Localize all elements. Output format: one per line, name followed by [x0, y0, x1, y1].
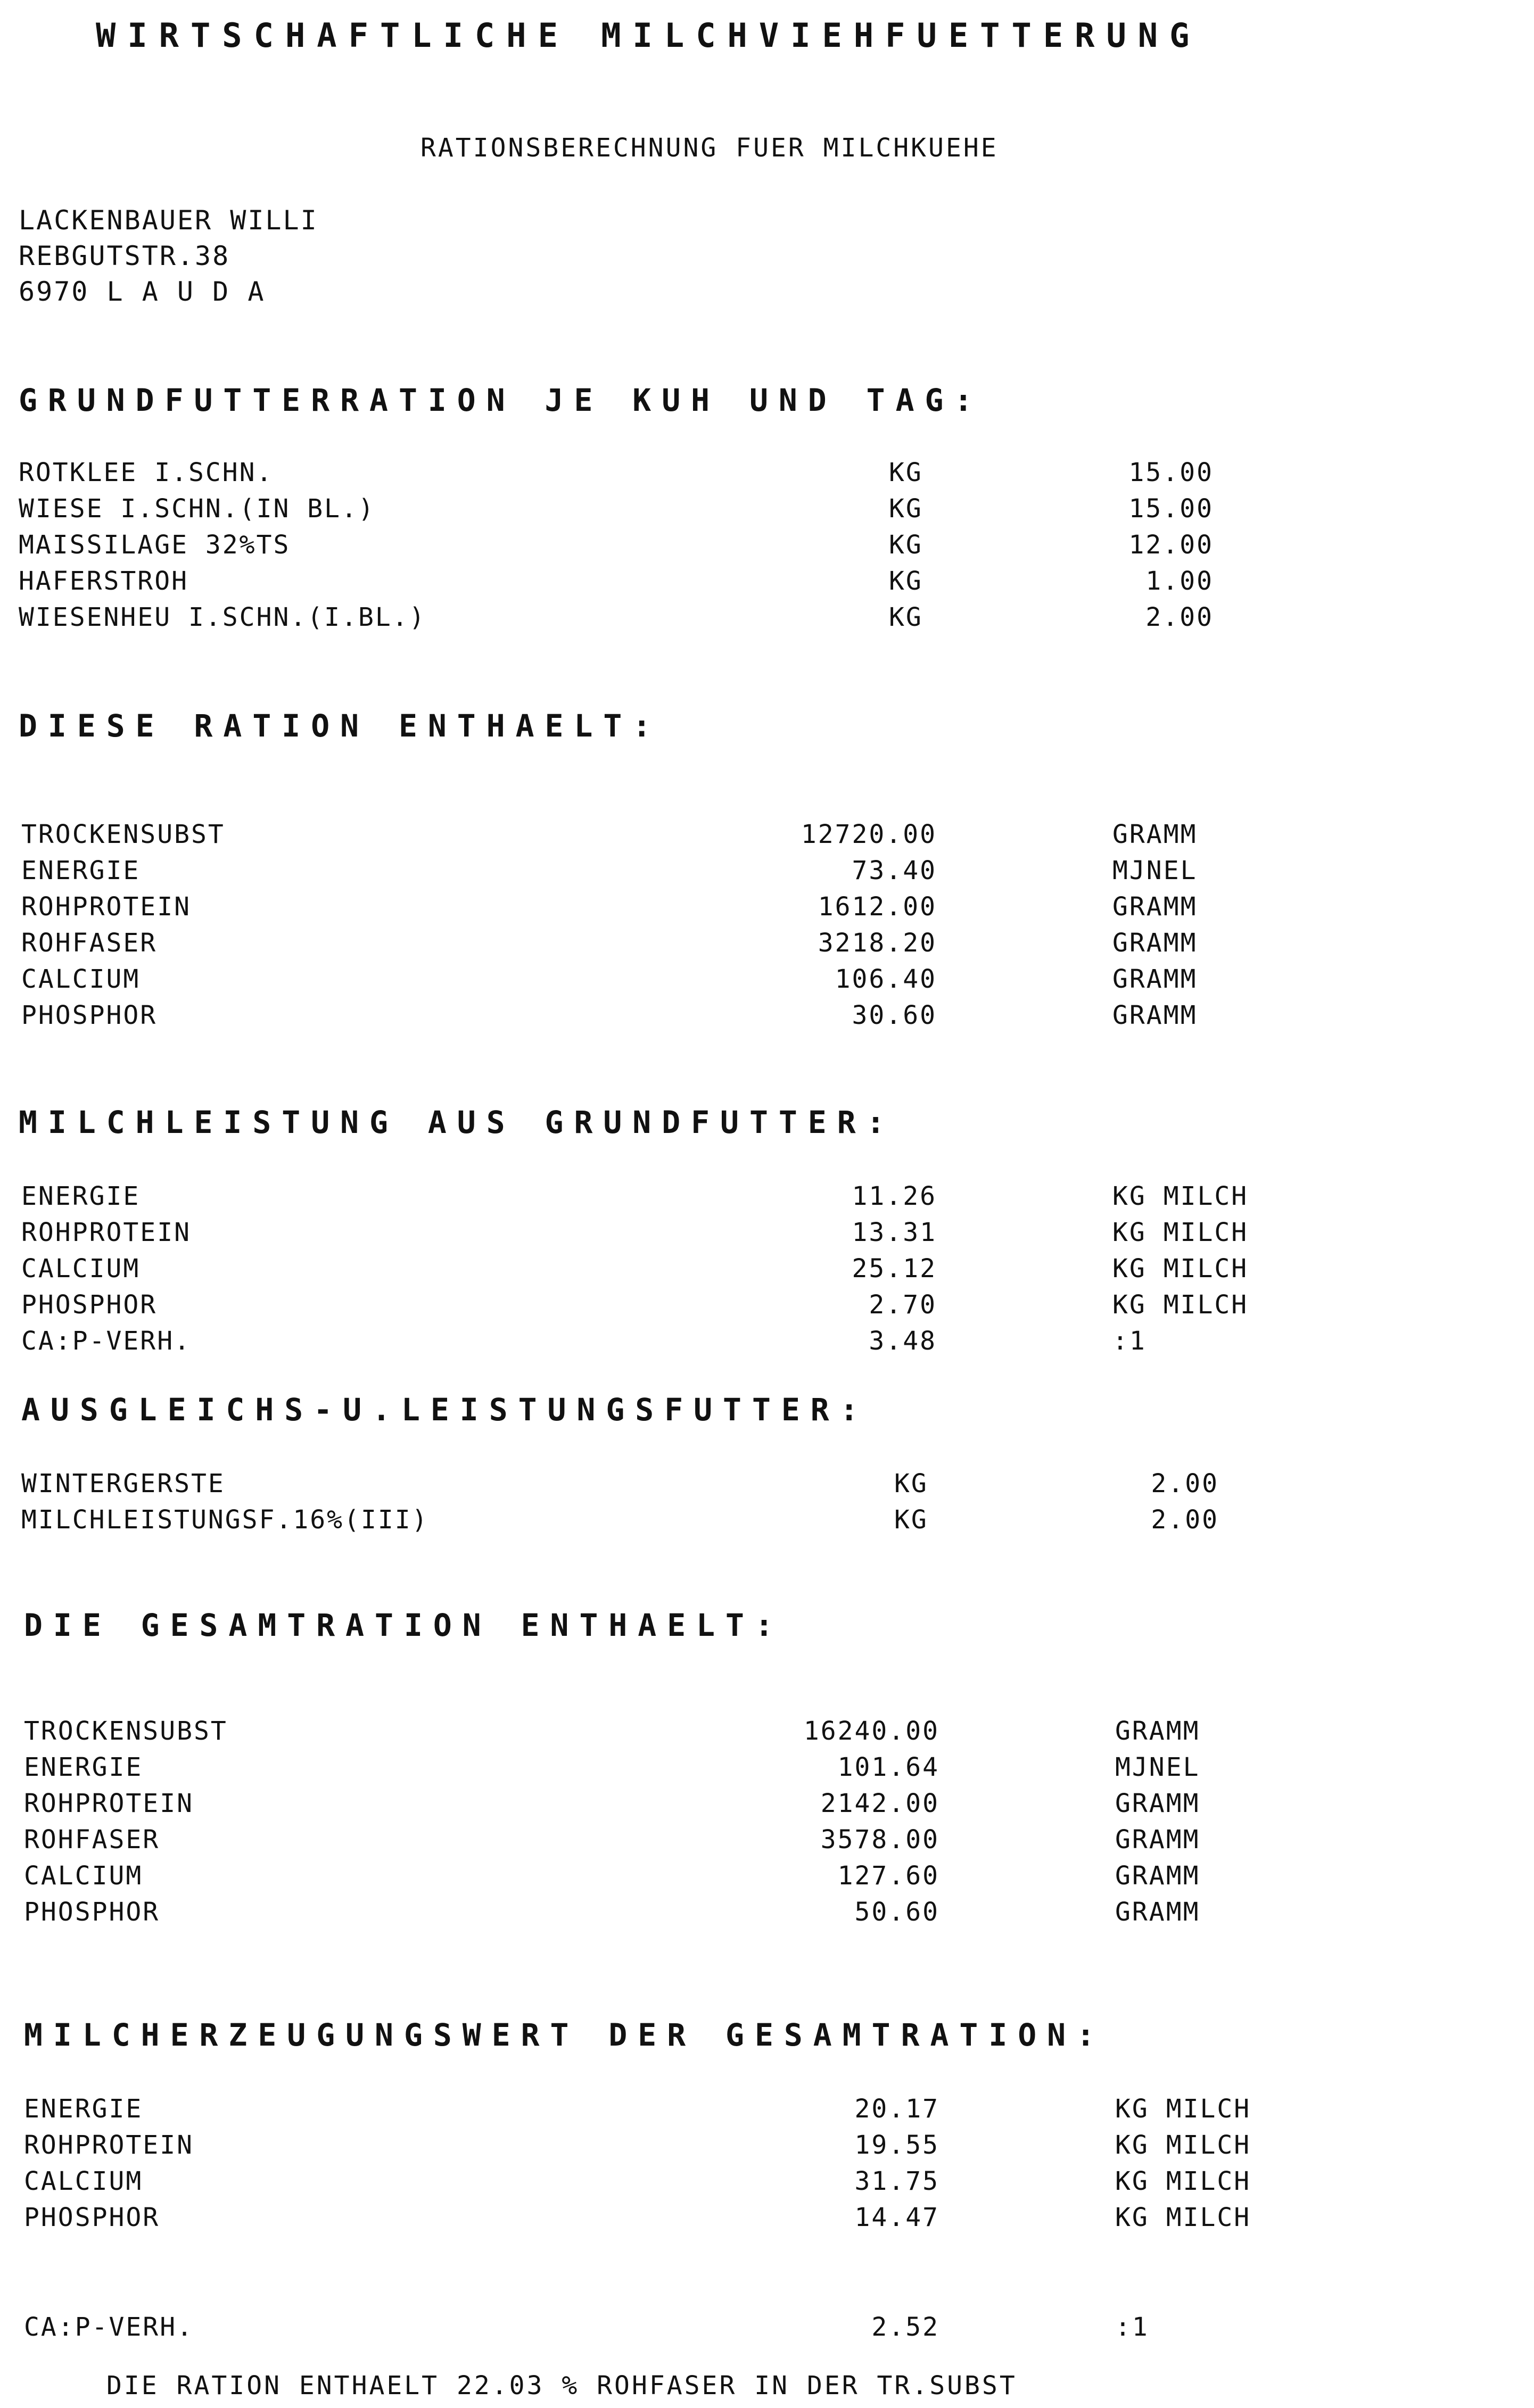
row-value: 15.00 — [1128, 458, 1214, 487]
row-label: ROHFASER — [24, 1825, 160, 1855]
row-label: WIESE I.SCHN.(IN BL.) — [19, 494, 375, 524]
row-label: ENERGIE — [21, 856, 141, 886]
address-name: LACKENBAUER WILLI — [19, 205, 318, 236]
row-label: ROHPROTEIN — [24, 2130, 194, 2160]
row-value: 2.00 — [1151, 1505, 1219, 1535]
row-label: CALCIUM — [21, 964, 141, 994]
row-unit: KG — [889, 458, 923, 487]
row-value: 20.17 — [854, 2094, 939, 2124]
row-unit: GRAMM — [1115, 1897, 1200, 1927]
row-unit: GRAMM — [1112, 892, 1198, 922]
row-value: 73.40 — [852, 856, 937, 886]
row-unit: GRAMM — [1115, 1861, 1200, 1891]
row-value: 3.48 — [869, 1326, 937, 1356]
row-label: CALCIUM — [24, 1861, 143, 1891]
row-unit: :1 — [1112, 1326, 1147, 1356]
section-heading-ration-enthaelt: DIESE RATION ENTHAELT: — [19, 708, 662, 744]
row-label: CA:P-VERH. — [21, 1326, 191, 1356]
row-unit: KG — [894, 1505, 928, 1535]
section-heading-milchleistung: MILCHLEISTUNG AUS GRUNDFUTTER: — [19, 1104, 896, 1140]
row-value: 12.00 — [1128, 530, 1214, 560]
row-unit: KG MILCH — [1112, 1290, 1249, 1320]
row-unit: KG MILCH — [1112, 1218, 1249, 1247]
row-label: CALCIUM — [21, 1254, 141, 1284]
row-label: CA:P-VERH. — [24, 2312, 194, 2342]
row-unit: MJNEL — [1115, 1752, 1200, 1782]
row-value: 101.64 — [837, 1752, 939, 1782]
row-unit: KG MILCH — [1112, 1254, 1249, 1284]
footer-note: DIE RATION ENTHAELT 22.03 % ROHFASER IN DER TR.SUBST — [106, 2371, 1017, 2401]
row-label: ROTKLEE I.SCHN. — [19, 458, 274, 487]
row-unit: GRAMM — [1112, 964, 1198, 994]
row-label: WIESENHEU I.SCHN.(I.BL.) — [19, 602, 426, 632]
address-street: REBGUTSTR.38 — [19, 241, 230, 271]
address-city: 6970 L A U D A — [19, 276, 266, 307]
row-value: 30.60 — [852, 1000, 937, 1030]
row-value: 2.70 — [869, 1290, 937, 1320]
row-value: 16240.00 — [803, 1716, 939, 1746]
row-value: 50.60 — [854, 1897, 939, 1927]
row-value: 3218.20 — [818, 928, 937, 958]
row-value: 106.40 — [835, 964, 937, 994]
row-label: ENERGIE — [21, 1181, 141, 1211]
row-unit: KG — [889, 602, 923, 632]
row-unit: KG MILCH — [1115, 2203, 1251, 2232]
section-heading-grundfutter: GRUNDFUTTERRATION JE KUH UND TAG: — [19, 382, 984, 418]
row-value: 3578.00 — [820, 1825, 939, 1855]
row-value: 31.75 — [854, 2166, 939, 2196]
row-unit: KG — [889, 566, 923, 596]
row-value: 2.00 — [1145, 602, 1214, 632]
row-unit: GRAMM — [1115, 1716, 1200, 1746]
row-label: PHOSPHOR — [24, 1897, 160, 1927]
row-unit: KG — [889, 530, 923, 560]
row-value: 2.00 — [1151, 1469, 1219, 1499]
document-subtitle: RATIONSBERECHNUNG FUER MILCHKUEHE — [420, 133, 999, 163]
row-value: 1.00 — [1145, 566, 1214, 596]
row-value: 11.26 — [852, 1181, 937, 1211]
document-title: WIRTSCHAFTLICHE MILCHVIEHFUETTERUNG — [96, 16, 1201, 55]
section-heading-gesamtration: DIE GESAMTRATION ENTHAELT: — [24, 1607, 784, 1643]
row-label: HAFERSTROH — [19, 566, 188, 596]
row-unit: GRAMM — [1112, 1000, 1198, 1030]
row-label: ROHPROTEIN — [21, 892, 191, 922]
row-unit: GRAMM — [1112, 928, 1198, 958]
row-value: 14.47 — [854, 2203, 939, 2232]
row-unit: :1 — [1115, 2312, 1149, 2342]
row-label: MAISSILAGE 32%TS — [19, 530, 291, 560]
row-unit: MJNEL — [1112, 856, 1198, 886]
row-value: 15.00 — [1128, 494, 1214, 524]
row-label: CALCIUM — [24, 2166, 143, 2196]
row-label: PHOSPHOR — [21, 1290, 158, 1320]
row-unit: GRAMM — [1115, 1789, 1200, 1818]
row-unit: KG MILCH — [1112, 1181, 1249, 1211]
row-label: ENERGIE — [24, 2094, 143, 2124]
row-unit: GRAMM — [1115, 1825, 1200, 1855]
row-unit: KG — [889, 494, 923, 524]
row-unit: KG MILCH — [1115, 2094, 1251, 2124]
section-heading-milcherzeugung: MILCHERZEUGUNGSWERT DER GESAMTRATION: — [24, 2017, 1106, 2053]
row-value: 2142.00 — [820, 1789, 939, 1818]
row-value: 2.52 — [871, 2312, 939, 2342]
row-unit: GRAMM — [1112, 820, 1198, 849]
row-label: TROCKENSUBST — [21, 820, 225, 849]
row-label: WINTERGERSTE — [21, 1469, 225, 1499]
row-value: 19.55 — [854, 2130, 939, 2160]
row-value: 1612.00 — [818, 892, 937, 922]
row-label: PHOSPHOR — [24, 2203, 160, 2232]
row-value: 25.12 — [852, 1254, 937, 1284]
row-value: 12720.00 — [801, 820, 937, 849]
row-value: 13.31 — [852, 1218, 937, 1247]
row-unit: KG MILCH — [1115, 2166, 1251, 2196]
row-value: 127.60 — [837, 1861, 939, 1891]
row-label: MILCHLEISTUNGSF.16%(III) — [21, 1505, 429, 1535]
row-label: PHOSPHOR — [21, 1000, 158, 1030]
row-unit: KG — [894, 1469, 928, 1499]
row-label: ROHPROTEIN — [21, 1218, 191, 1247]
row-label: ROHPROTEIN — [24, 1789, 194, 1818]
row-label: ROHFASER — [21, 928, 158, 958]
section-heading-ausgleich: AUSGLEICHS-U.LEISTUNGSFUTTER: — [21, 1392, 869, 1428]
row-label: ENERGIE — [24, 1752, 143, 1782]
row-unit: KG MILCH — [1115, 2130, 1251, 2160]
row-label: TROCKENSUBST — [24, 1716, 228, 1746]
